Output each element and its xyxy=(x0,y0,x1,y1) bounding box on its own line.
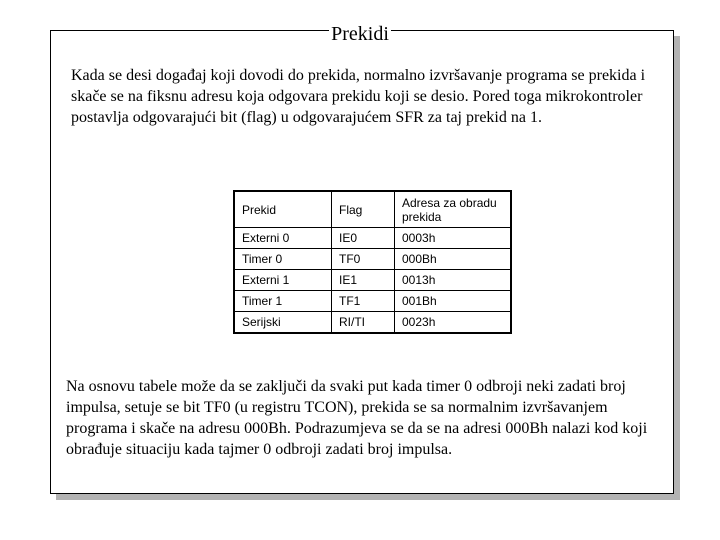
header-adresa: Adresa za obradu prekida xyxy=(395,191,512,228)
cell-flag: RI/TI xyxy=(332,312,395,334)
cell-flag: IE1 xyxy=(332,270,395,291)
header-prekid: Prekid xyxy=(234,191,332,228)
slide-title: Prekidi xyxy=(331,23,389,45)
cell-adresa: 0023h xyxy=(395,312,512,334)
cell-adresa: 000Bh xyxy=(395,249,512,270)
table-row xyxy=(234,270,511,291)
table-row xyxy=(234,249,511,270)
header-flag: Flag xyxy=(332,191,395,228)
interrupt-table xyxy=(233,190,512,334)
cell-prekid: Externi 1 xyxy=(234,270,332,291)
conclusion-paragraph: Na osnovu tabele može da se zaključi da svaki put kada timer 0 odbroji neki zadati broj impulsa, setuje se bit TF0 (u registru TCON), prekida se sa normalnim izvršavanjem programa i skače na adresu 000Bh. Podrazumjeva se da se na adresi 000Bh nalazi kod koji obrađuje situaciju kada tajmer 0 odbroji zadati broj impulsa. xyxy=(66,378,648,458)
cell-flag: TF0 xyxy=(332,249,395,270)
table-row xyxy=(234,291,511,312)
cell-adresa: 0013h xyxy=(395,270,512,291)
cell-flag: IE0 xyxy=(332,228,395,249)
cell-prekid: Externi 0 xyxy=(234,228,332,249)
table-row xyxy=(234,312,511,334)
cell-adresa: 0003h xyxy=(395,228,512,249)
table-header-row xyxy=(234,191,511,228)
cell-adresa: 001Bh xyxy=(395,291,512,312)
intro-paragraph: Kada se desi događaj koji dovodi do prekida, normalno izvršavanje programa se prekida i skače se na fiksnu adresu koja odgovara prekidu koji se desio. Pored toga mikrokontroler postavlja odgovarajući bit (flag) u odgovarajućem SFR za taj prekid na 1. xyxy=(71,67,646,126)
table-row xyxy=(234,228,511,249)
cell-prekid: Serijski xyxy=(234,312,332,334)
cell-prekid: Timer 0 xyxy=(234,249,332,270)
cell-prekid: Timer 1 xyxy=(234,291,332,312)
cell-flag: TF1 xyxy=(332,291,395,312)
